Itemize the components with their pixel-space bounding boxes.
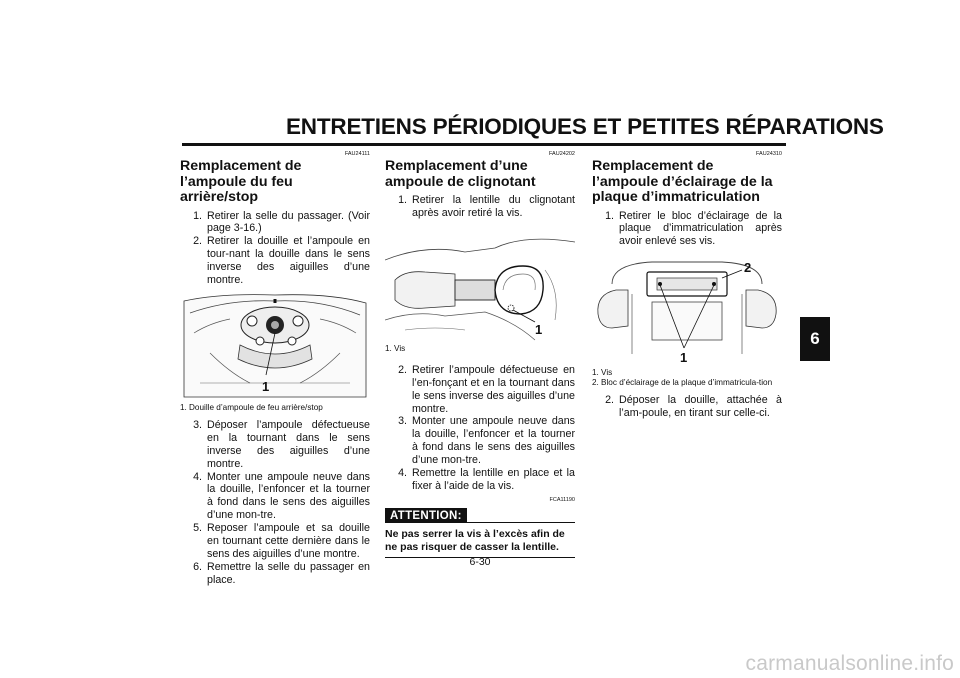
section-code: FAU24310	[756, 151, 782, 157]
step-item: 3. Déposer l’ampoule défectueuse en la tournant dans le sens inverse des aiguilles d’une montre.	[193, 418, 370, 470]
figure-caption	[592, 368, 782, 388]
header-rule	[182, 143, 786, 146]
steps-list	[385, 194, 575, 220]
tail-light-illustration	[180, 293, 370, 401]
callout-1: 1	[680, 350, 688, 366]
figure-caption	[180, 403, 370, 413]
steps-list	[180, 419, 370, 587]
step-item: 4. Remettre la lentille en place et la fixer à l’aide de la vis.	[398, 467, 575, 492]
watermark: carmanualsonline.info	[745, 652, 954, 675]
caption-item: 2. Bloc d’éclairage de la plaque d’immatricula-tion	[592, 378, 773, 388]
caption-item: 1. Vis	[385, 343, 406, 353]
step-item: 6. Remettre la selle du passager en place.	[193, 560, 370, 586]
attention-box	[385, 508, 575, 523]
figure-license-plate-light	[592, 254, 782, 366]
page-number: 6-30	[469, 556, 491, 568]
step-item: 5. Reposer l’ampoule et sa douille en tournant cette dernière dans le sens des aiguilles d’une montre.	[193, 522, 370, 560]
callout-2: 2	[744, 260, 752, 276]
section-turn-signal	[385, 150, 575, 558]
steps-list	[385, 364, 575, 493]
section-heading: Remplacement d’une ampoule de clignotant	[385, 158, 536, 190]
chapter-tab[interactable]: 6	[800, 317, 830, 361]
section-license-plate-light	[592, 150, 782, 420]
step-item: 2. Retirer la douille et l’ampoule en tour-nant la douille dans le sens inverse des aiguilles d’une montre.	[193, 235, 370, 287]
step-item: 1. Retirer la lentille du clignotant après avoir retiré la vis.	[398, 194, 575, 219]
figure-caption	[385, 344, 575, 354]
caption-item: 1. Vis	[592, 368, 613, 378]
turn-signal-illustration	[385, 230, 575, 342]
step-item: 2. Déposer la douille, attachée à l’am-poule, en tirant sur celle-ci.	[605, 394, 782, 420]
steps-list	[592, 210, 782, 249]
step-item: 1. Retirer la selle du passager. (Voir page 3-16.)	[193, 209, 370, 235]
figure-turn-signal	[385, 230, 575, 342]
license-plate-light-illustration	[592, 254, 782, 366]
callout-1: 1	[535, 321, 543, 337]
section-code: FAU24202	[549, 151, 575, 157]
section-code: FAU24111	[344, 151, 370, 157]
attention-text: Ne pas serrer la vis à l’excès afin de ne pas risquer de casser la lentille.	[385, 527, 565, 553]
steps-list	[180, 210, 370, 287]
section-heading: Remplacement de l’ampoule du feu arrière/stop	[180, 158, 302, 205]
step-item: 4. Monter une ampoule neuve dans la douille, l’enfoncer et la tourner à fond dans le sens des aiguilles d’une mon-tre.	[193, 470, 370, 522]
attention-code: FCA11190	[549, 496, 575, 503]
callout-1: 1	[262, 378, 270, 394]
attention-rule	[467, 522, 575, 523]
section-heading: Remplacement de l’ampoule d’éclairage de la plaque d’immatriculation	[592, 158, 773, 205]
attention-label: ATTENTION:	[385, 508, 467, 523]
page-title: ENTRETIENS PÉRIODIQUES ET PETITES RÉPARATIONS	[286, 114, 884, 139]
step-item: 3. Monter une ampoule neuve dans la douille, l’enfoncer et la tourner à fond dans le sens des aiguilles d’une mon-tre.	[398, 415, 575, 467]
caption-item: 1. Douille d’ampoule de feu arrière/stop	[180, 402, 323, 412]
steps-list	[592, 394, 782, 420]
step-item: 2. Retirer l’ampoule défectueuse en l’en-fonçant et en la tournant dans le sens inverse des aiguilles d’une montre.	[398, 363, 575, 415]
step-item: 1. Retirer le bloc d’éclairage de la plaque d’immatriculation après avoir enlevé ses vis.	[605, 209, 782, 248]
section-tail-light	[180, 150, 370, 587]
figure-tail-light-socket	[180, 293, 370, 401]
